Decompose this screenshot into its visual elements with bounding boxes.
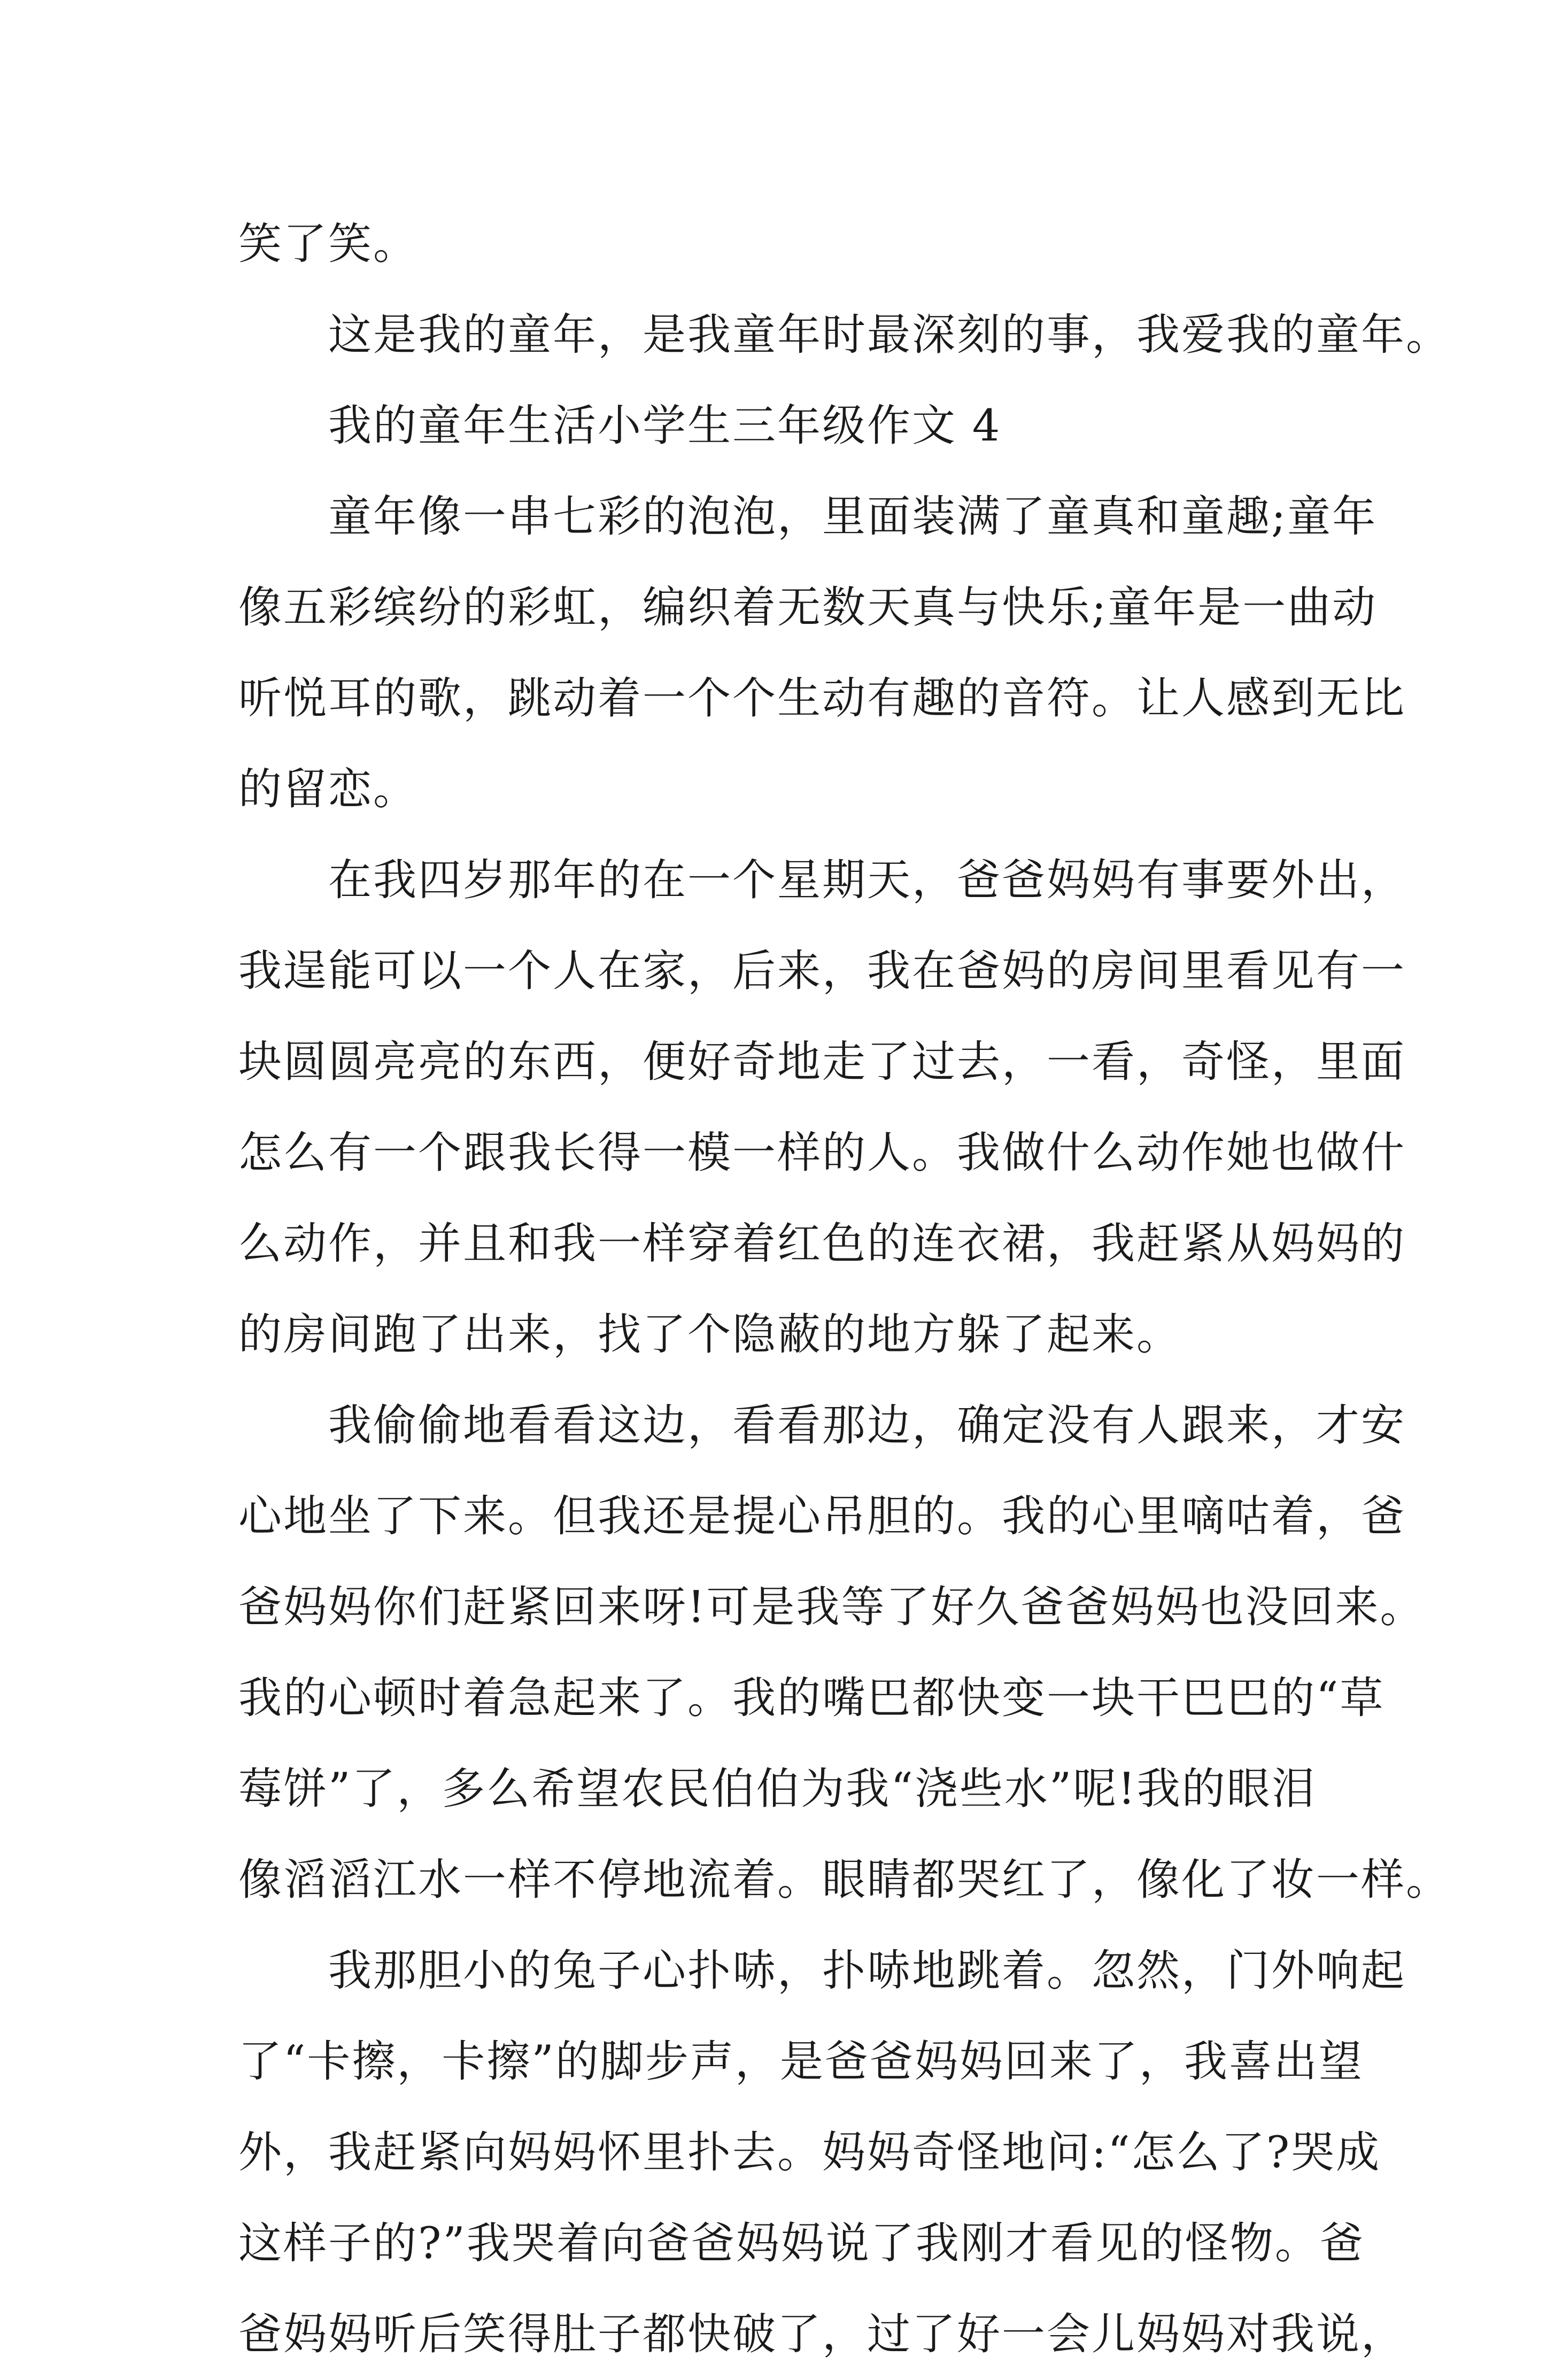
- text-line: 么动作，并且和我一样穿着红色的连衣裙，我赶紧从妈妈的: [238, 1219, 1406, 1269]
- text-line: 笑了笑。: [238, 219, 419, 269]
- paragraph-first-line: 我偷偷地看看这边，看看那边，确定没有人跟来，才安: [328, 1401, 1406, 1451]
- section-title: 我的童年生活小学生三年级作文 4: [328, 401, 1002, 451]
- text-line: 听悦耳的歌，跳动着一个个生动有趣的音符。让人感到无比: [238, 674, 1406, 724]
- paragraph-first-line: 在我四岁那年的在一个星期天，爸爸妈妈有事要外出，: [328, 855, 1406, 906]
- text-line: 爸妈妈听后笑得肚子都快破了，过了好一会儿妈妈对我说，: [238, 2309, 1406, 2360]
- text-line: 我的心顿时着急起来了。我的嘴巴都快变一块干巴巴的“草: [238, 1673, 1385, 1724]
- text-line: 我逞能可以一个人在家，后来，我在爸妈的房间里看见有一: [238, 946, 1406, 996]
- paragraph-first-line: 童年像一串七彩的泡泡，里面装满了童真和童趣;童年: [328, 492, 1378, 542]
- text-line: 莓饼”了，多么希望农民伯伯为我“浇些水”呢!我的眼泪: [238, 1764, 1317, 1814]
- text-line: 爸妈妈你们赶紧回来呀!可是我等了好久爸爸妈妈也没回来。: [238, 1582, 1425, 1633]
- text-line: 块圆圆亮亮的东西，便好奇地走了过去，一看，奇怪，里面: [238, 1037, 1406, 1087]
- text-line: 这样子的?”我哭着向爸爸妈妈说了我刚才看见的怪物。爸: [238, 2219, 1365, 2269]
- text-line: 心地坐了下来。但我还是提心吊胆的。我的心里嘀咕着，爸: [238, 1492, 1406, 1542]
- document-body: [238, 199, 1451, 2380]
- text-line: 像五彩缤纷的彩虹，编织着无数天真与快乐;童年是一曲动: [238, 583, 1378, 633]
- text-line: 像滔滔江水一样不停地流着。眼睛都哭红了，像化了妆一样。: [238, 1855, 1451, 1905]
- paragraph-first-line: 这是我的童年，是我童年时最深刻的事，我爱我的童年。: [328, 310, 1451, 360]
- paragraph-first-line: 我那胆小的兔子心扑哧，扑哧地跳着。忽然，门外响起: [328, 1946, 1406, 1996]
- text-line: 怎么有一个跟我长得一模一样的人。我做什么动作她也做什: [238, 1128, 1406, 1178]
- text-line: 的留恋。: [238, 764, 419, 815]
- text-line: 外，我赶紧向妈妈怀里扑去。妈妈奇怪地问:“怎么了?哭成: [238, 2128, 1381, 2178]
- text-line: 的房间跑了出来，找了个隐蔽的地方躲了起来。: [238, 1310, 1182, 1360]
- text-line: 了“卡擦，卡擦”的脚步声，是爸爸妈妈回来了，我喜出望: [238, 2037, 1364, 2087]
